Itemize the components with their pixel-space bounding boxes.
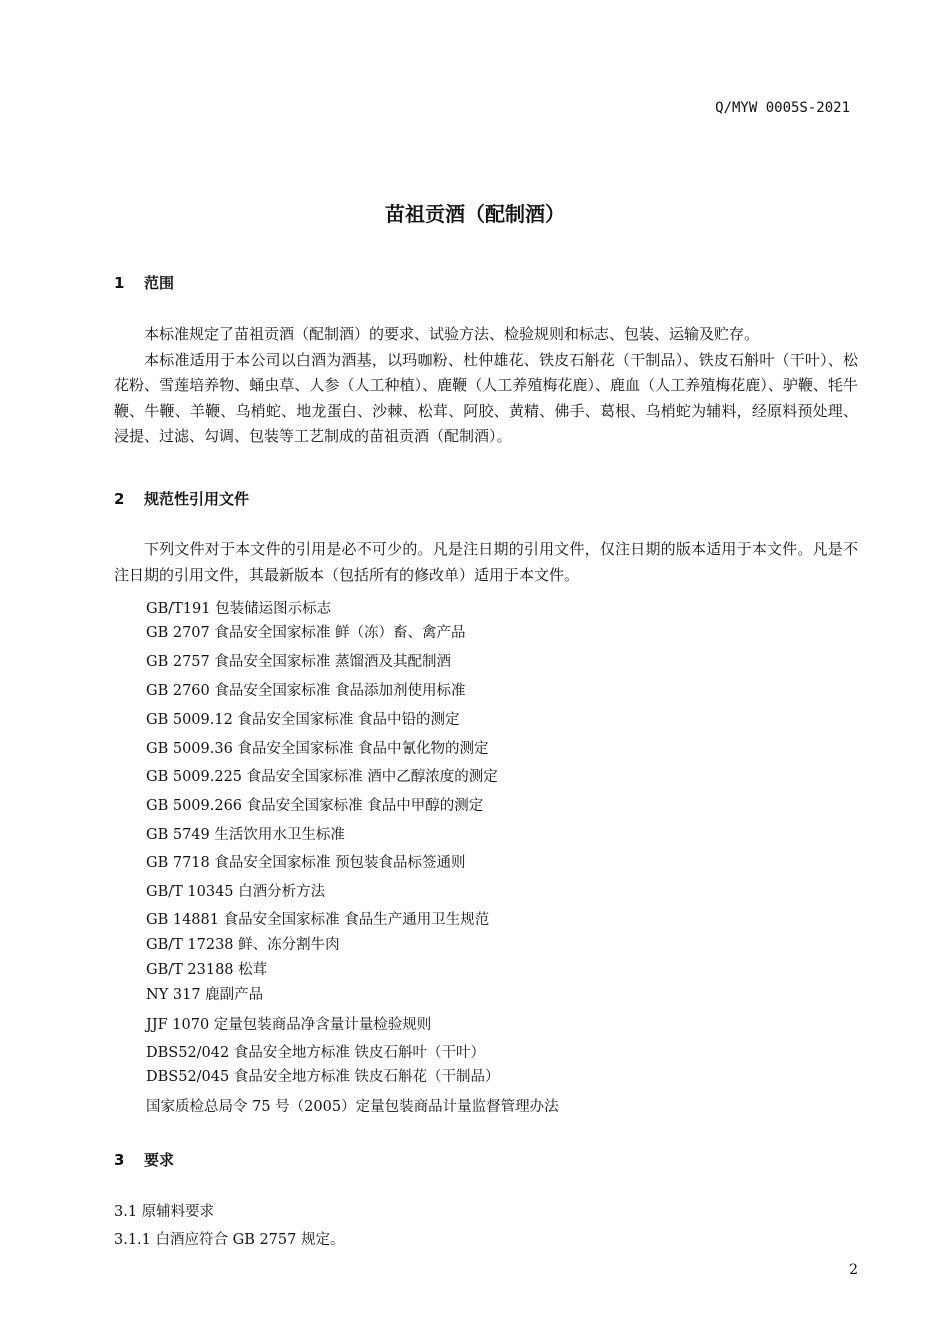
reference-item: GB 2757 食品安全国家标准 蒸馏酒及其配制酒 <box>146 654 451 670</box>
section-number: 2 <box>114 490 125 508</box>
reference-item: DBS52/042 食品安全地方标准 铁皮石斛叶（干叶） <box>146 1045 485 1061</box>
paragraph: 下列文件对于本文件的引用是必不可少的。凡是注日期的引用文件，仅注日期的版本适用于本文件。凡是不注日期的引用文件，其最新版本（包括所有的修改单）适用于本文件。 <box>114 540 858 584</box>
subsection-3-1: 3.1 原辅料要求 <box>114 1204 215 1220</box>
document-title: 苗祖贡酒（配制酒） <box>385 202 565 226</box>
section-title: 要求 <box>144 1151 175 1169</box>
section-number: 3 <box>114 1151 125 1169</box>
section-1-heading <box>114 272 174 293</box>
reference-item: GB/T 23188 松茸 <box>146 962 268 978</box>
section-number: 1 <box>114 274 125 292</box>
document-id: Q/MYW 0005S-2021 <box>715 100 850 116</box>
reference-item: GB 5749 生活饮用水卫生标准 <box>146 827 345 843</box>
reference-item: GB 5009.12 食品安全国家标准 食品中铅的测定 <box>146 712 460 728</box>
reference-item: GB/T191 包装储运图示标志 <box>146 601 332 617</box>
page-number: 2 <box>849 1262 858 1278</box>
reference-item: GB 5009.266 食品安全国家标准 食品中甲醇的测定 <box>146 798 484 814</box>
subsection-3-1-1: 3.1.1 白酒应符合 GB 2757 规定。 <box>114 1232 345 1248</box>
reference-item: GB 14881 食品安全国家标准 食品生产通用卫生规范 <box>146 912 490 928</box>
reference-item: DBS52/045 食品安全地方标准 铁皮石斛花（干制品） <box>146 1069 500 1085</box>
section-2-intro <box>114 537 858 588</box>
paragraph: 本标准规定了苗祖贡酒（配制酒）的要求、试验方法、检验规则和标志、包装、运输及贮存。 <box>144 325 760 343</box>
reference-item: GB/T 17238 鲜、冻分割牛肉 <box>146 937 340 953</box>
section-1-body <box>114 322 858 450</box>
paragraph: 本标准适用于本公司以白酒为酒基，以玛咖粉、杜仲雄花、铁皮石斛花（干制品）、铁皮石斛叶（干叶）、松花粉、雪莲培养物、蛹虫草、人参（人工种植）、鹿鞭（人工养殖梅花鹿）、鹿血（人工养殖梅花鹿）、驴鞭、牦牛鞭、牛鞭、羊鞭、乌梢蛇、地龙蛋白、沙棘、松茸、阿胶、黄精、佛手、葛根、乌梢蛇为辅料，经原料预处理、浸提、过滤、勾调、包装等工艺制成的苗祖贡酒（配制酒）。 <box>114 350 858 445</box>
section-title: 范围 <box>144 274 175 292</box>
reference-item: GB 2707 食品安全国家标准 鲜（冻）畜、禽产品 <box>146 625 466 641</box>
reference-item: GB 7718 食品安全国家标准 预包装食品标签通则 <box>146 855 466 871</box>
reference-item: 国家质检总局令 75 号（2005）定量包装商品计量监督管理办法 <box>146 1099 559 1115</box>
reference-item: GB 2760 食品安全国家标准 食品添加剂使用标准 <box>146 683 466 699</box>
reference-item: GB/T 10345 白酒分析方法 <box>146 884 326 900</box>
reference-item: GB 5009.36 食品安全国家标准 食品中氰化物的测定 <box>146 741 489 757</box>
reference-item: NY 317 鹿副产品 <box>146 987 264 1003</box>
section-2-heading <box>114 488 249 509</box>
reference-item: GB 5009.225 食品安全国家标准 酒中乙醇浓度的测定 <box>146 769 498 785</box>
reference-item: JJF 1070 定量包装商品净含量计量检验规则 <box>146 1017 432 1033</box>
section-3-heading <box>114 1149 174 1170</box>
section-title: 规范性引用文件 <box>144 490 250 508</box>
